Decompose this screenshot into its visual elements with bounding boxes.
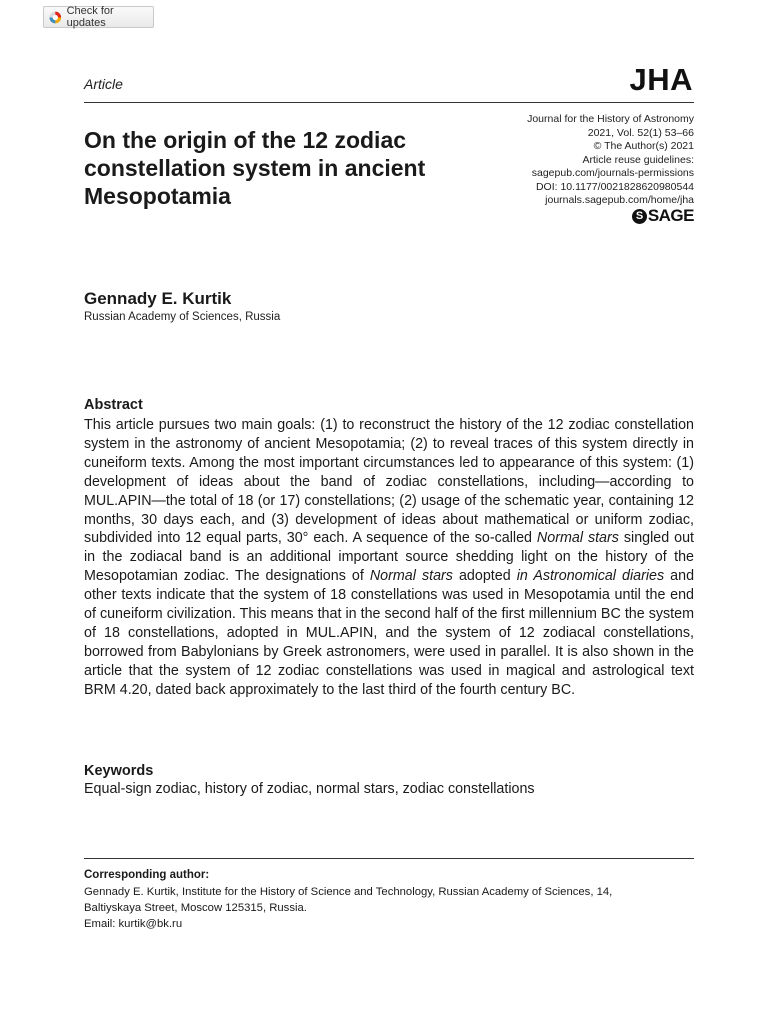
publisher-logo-text: SAGE — [647, 206, 694, 225]
article-title: On the origin of the 12 zodiac constellation system in ancient Mesopotamia — [84, 127, 426, 209]
abstract-text — [84, 416, 694, 700]
keywords-text: Equal-sign zodiac, history of zodiac, normal stars, zodiac constellations — [84, 781, 535, 797]
corresponding-author-heading: Corresponding author: — [84, 869, 210, 881]
copyright: © The Author(s) 2021 — [593, 140, 694, 152]
reuse-guidelines-label: Article reuse guidelines: — [582, 153, 694, 166]
journal-meta — [434, 113, 694, 208]
journal-name: Journal for the History of Astronomy — [527, 113, 694, 125]
crossmark-icon — [49, 11, 62, 24]
keywords-heading: Keywords — [84, 763, 154, 779]
abstract-segment: adopted — [452, 568, 517, 585]
author-affiliation: Russian Academy of Sciences, Russia — [84, 311, 281, 323]
check-for-updates-button[interactable] — [43, 6, 154, 28]
journal-volume: 2021, Vol. 52(1) 53–66 — [587, 126, 694, 139]
footer-divider — [84, 858, 694, 859]
journal-logo: JHA — [629, 62, 693, 97]
article-type-label: Article — [84, 76, 123, 92]
abstract-segment: This article pursues two main goals: (1) to reconstruct the history of the 12 zodiac constellation system in the astronomy of ancient Mesopotamia; (2) to reveal traces of this system directly in cuneiform texts. Among the most important circumstances led to appearance of this system: (1) development of ideas about the band of zodiac constellations, including—according to MUL.APIN—the total of 18 (or 17) constellations; (2) usage of the schematic year, containing 12 months, 30 days each, and (3) development of ideas about mathematical or uniform zodiac, subdivided into 12 equal parts, 30° each. A sequence of the so-called — [84, 417, 694, 547]
permissions-link[interactable]: sagepub.com/journals-permissions — [531, 167, 694, 179]
corresponding-email[interactable]: Email: kurtik@bk.ru — [84, 918, 183, 930]
author-name: Gennady E. Kurtik — [84, 289, 232, 308]
abstract-italic-astronomical-diaries: in Astronomical diaries — [516, 568, 665, 585]
publisher-logo — [632, 206, 694, 226]
abstract-italic-normal-stars: Normal stars — [536, 530, 619, 547]
abstract-italic-normal-stars: Normal stars — [369, 568, 453, 585]
check-for-updates-label: Check for updates — [66, 5, 114, 29]
journal-homepage-link[interactable]: journals.sagepub.com/home/jha — [545, 194, 694, 206]
sage-s-icon: S — [632, 209, 647, 224]
abstract-segment: singled out in the zodiacal band is an additional important source shedding light on the history of the Mesopotamian zodiac. The designations of — [84, 530, 694, 585]
abstract-segment: and other texts indicate that the system of 18 constellations was used in Mesopotamia until the end of cuneiform civilization. This means that in the second half of the first millennium BC the system of 18 constellations, adopted in MUL.APIN, and the system of 12 zodiacal constellations, borrowed from Babylonians by Greek astronomers, were used in parallel. It is also shown in the article that the system of 12 zodiac constellations was used in magical and astrological text BRM 4.20, dated back approximately to the last third of the fourth century BC. — [84, 568, 695, 698]
abstract-heading: Abstract — [84, 397, 143, 413]
corresponding-address-line: Baltiyskaya Street, Moscow 125315, Russia. — [84, 902, 307, 914]
corresponding-address-line: Gennady E. Kurtik, Institute for the History of Science and Technology, Russian Academy of Sciences, 14, — [84, 886, 613, 898]
doi[interactable]: DOI: 10.1177/0021828620980544 — [535, 180, 694, 193]
corresponding-author-details — [84, 884, 694, 932]
header-divider — [84, 102, 694, 103]
